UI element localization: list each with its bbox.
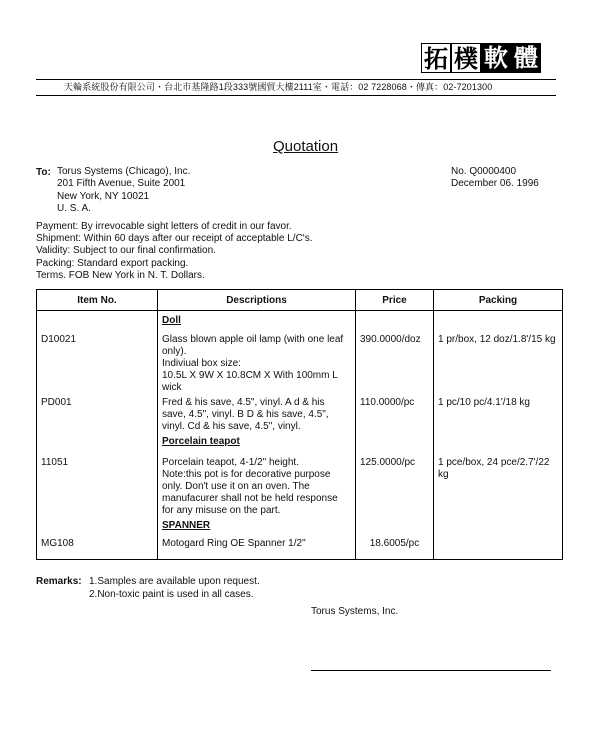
item-no-cell: D10021	[37, 331, 158, 394]
packing-cell: 1 pr/box, 12 doz/1.8'/15 kg	[434, 331, 563, 394]
header-item-no: Item No.	[37, 290, 158, 311]
recipient-line: U. S. A.	[57, 203, 91, 215]
company-logo	[421, 43, 541, 73]
section-row	[37, 520, 563, 536]
description-line: Indiviual box size:	[162, 357, 241, 369]
term-line: Payment: By irrevocable sight letters of credit in our favor.	[36, 221, 292, 232]
remark-line: 2.Non-toxic paint is used in all cases.	[89, 588, 254, 600]
section-heading: Porcelain teapot	[162, 435, 240, 447]
term-line: Validity: Subject to our final confirmation.	[36, 245, 216, 257]
quote-date: December 06. 1996	[451, 178, 539, 190]
section-heading: SPANNER	[162, 519, 211, 531]
letterhead-address: 天輪系統股份有限公司・台北市基隆路1段333號國貿大樓2111室・電話：02 7228068・傳真：02-7201300	[64, 82, 493, 92]
packing-cell: 1 pce/box, 24 pce/2.7'/22 kg	[434, 454, 563, 520]
document-title: Quotation	[273, 138, 339, 155]
description-line: Porcelain teapot, 4-1/2" height.	[162, 456, 299, 468]
description-cell: Motogard Ring OE Spanner 1/2"	[158, 536, 356, 560]
description-cell: Fred & his save, 4.5", vinyl. A d & his save, 4.5", vinyl. B D & his save, 4.5", vinyl. Cd & his save, 4.5", vinyl.	[158, 394, 356, 436]
description-line: Glass blown apple oil lamp (with one leaf only).	[162, 333, 344, 357]
recipient-address	[57, 166, 190, 216]
price-cell: 125.0000/pc	[356, 454, 434, 520]
recipient-line: Torus Systems (Chicago), Inc.	[57, 166, 191, 177]
item-no-cell: PD001	[37, 394, 158, 436]
table-row	[37, 454, 563, 520]
logo-char: 樸	[451, 43, 481, 73]
signature-line	[311, 670, 551, 671]
quote-number: No. Q0000400	[451, 166, 517, 177]
price-cell: 390.0000/doz	[356, 331, 434, 394]
logo-char: 體	[511, 43, 541, 73]
price-cell: 110.0000/pc	[356, 394, 434, 436]
logo-char: 軟	[481, 43, 511, 73]
price-cell: 18.6005/pc	[356, 536, 434, 560]
section-row	[37, 311, 563, 331]
remark-line: 1.Samples are available upon request.	[89, 576, 260, 587]
table-row	[37, 536, 563, 560]
term-line: Shipment: Within 60 days after our receipt of acceptable L/C's.	[36, 233, 313, 245]
packing-cell	[434, 536, 563, 560]
header-descriptions: Descriptions	[158, 290, 356, 311]
description-cell	[158, 331, 356, 394]
section-heading: Doll	[162, 315, 181, 326]
to-label: To:	[36, 167, 51, 178]
quote-reference	[451, 166, 539, 191]
description-line: 10.5L X 9W X 10.8CM X With 100mm L wick	[162, 369, 338, 393]
signatory-company: Torus Systems, Inc.	[311, 606, 399, 617]
remarks-label: Remarks:	[36, 576, 82, 587]
terms-block	[36, 221, 313, 282]
term-line: Terms. FOB New York in N. T. Dollars.	[36, 269, 205, 281]
header-price: Price	[356, 290, 434, 311]
item-no-cell: MG108	[37, 536, 158, 560]
description-line: Note:this pot is for decorative purpose only. Don't use it on an oven. The manufacurer shall not be held response for any misuse on the part.	[162, 468, 338, 516]
table-row	[37, 394, 563, 436]
item-no-cell: 11051	[37, 454, 158, 520]
header-rule-bottom	[36, 95, 556, 96]
table-header-row	[37, 290, 563, 311]
recipient-line: 201 Fifth Avenue, Suite 2001	[57, 178, 186, 190]
recipient-line: New York, NY 10021	[57, 190, 150, 202]
packing-cell: 1 pc/10 pc/4.1'/18 kg	[434, 394, 563, 436]
term-line: Packing: Standard export packing.	[36, 257, 189, 269]
items-table	[36, 289, 563, 560]
description-cell	[158, 454, 356, 520]
section-row	[37, 436, 563, 454]
header-packing: Packing	[434, 290, 563, 311]
table-row	[37, 331, 563, 394]
remarks-list	[89, 576, 260, 601]
logo-char: 拓	[421, 43, 451, 73]
